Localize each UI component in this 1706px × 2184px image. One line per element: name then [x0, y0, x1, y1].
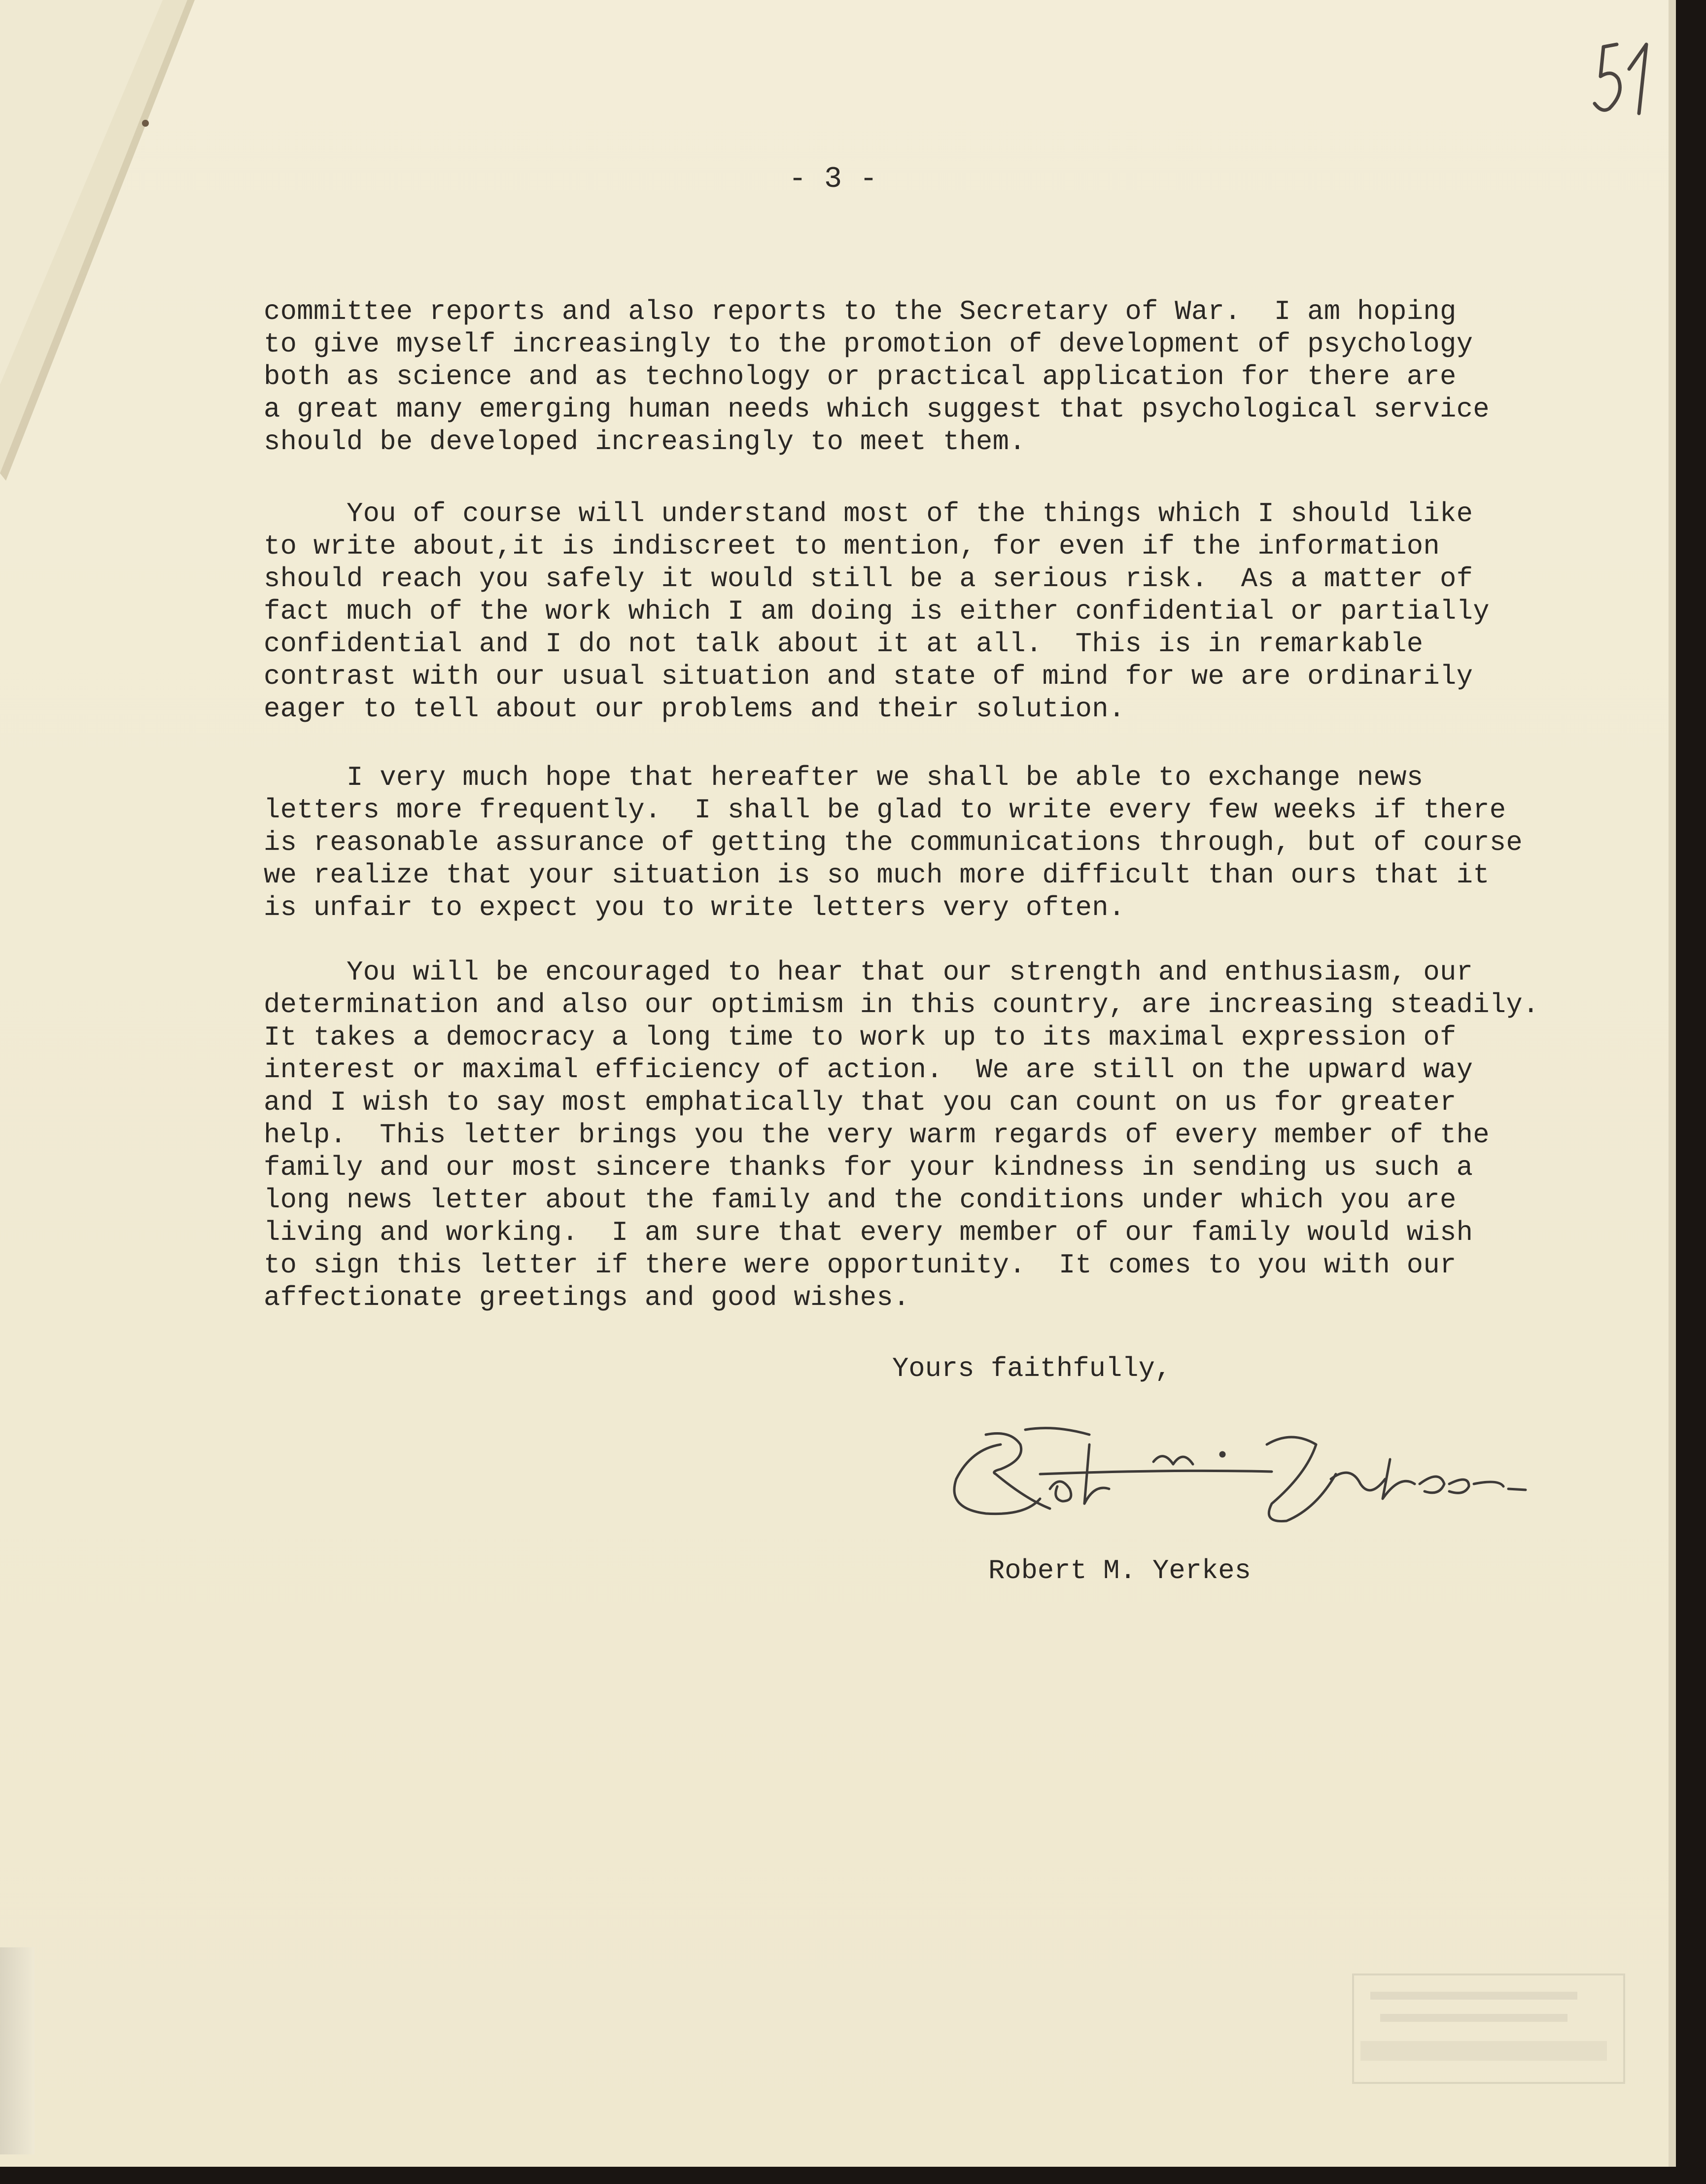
closing-salutation: Yours faithfully,	[892, 1353, 1172, 1384]
paragraph-4: You will be encouraged to hear that our strength and enthusiasm, our determination and also our optimism in this country, are increasing steadily. It takes a democracy a long time to work up to its maximal expression of interest or maximal efficiency of action. We are still on the upward way and I wish to say most emphatically that you can count on us for greater help. This letter brings you the very warm regards of every member of the family and our most sincere thanks for your kindness in sending us such a long news letter about the family and the conditions under which you are living and working. I am sure that every member of our family would wish to sign this letter if there were opportunity. It comes to you with our affectionate greetings and good wishes.	[264, 957, 1539, 1313]
faded-archive-stamp	[1351, 1972, 1627, 2085]
handwritten-signature	[927, 1415, 1538, 1543]
page-edge-curl	[0, 1947, 35, 2154]
signer-name: Robert M. Yerkes	[988, 1555, 1251, 1586]
paragraph-3: I very much hope that hereafter we shall be able to exchange news letters more frequently. I shall be glad to write every few weeks if there is reasonable assurance of getting the communications through, but of course we realize that your situation is so much more difficult than ours that it is unfair to expect you to write letters very often.	[264, 762, 1523, 923]
paragraph-1: committee reports and also reports to the Secretary of War. I am hoping to give myself increasingly to the promotion of development of psychology both as science and as technology or practical application for there are a great many emerging human needs which suggest that psychological service should be developed increasingly to meet them.	[264, 296, 1490, 458]
paragraph-2: You of course will understand most of the things which I should like to write about,it is indiscreet to mention, for even if the information should reach you safely it would still be a serious risk. As a matter of fact much of the work which I am doing is either confidential or partially confidential and I do not talk about it at all. This is in remarkable contrast with our usual situation and state of mind for we are ordinarily eager to tell about our problems and their solution.	[264, 498, 1490, 725]
folio-number-handwritten	[1590, 30, 1659, 123]
page-number: - 3 -	[788, 163, 878, 196]
